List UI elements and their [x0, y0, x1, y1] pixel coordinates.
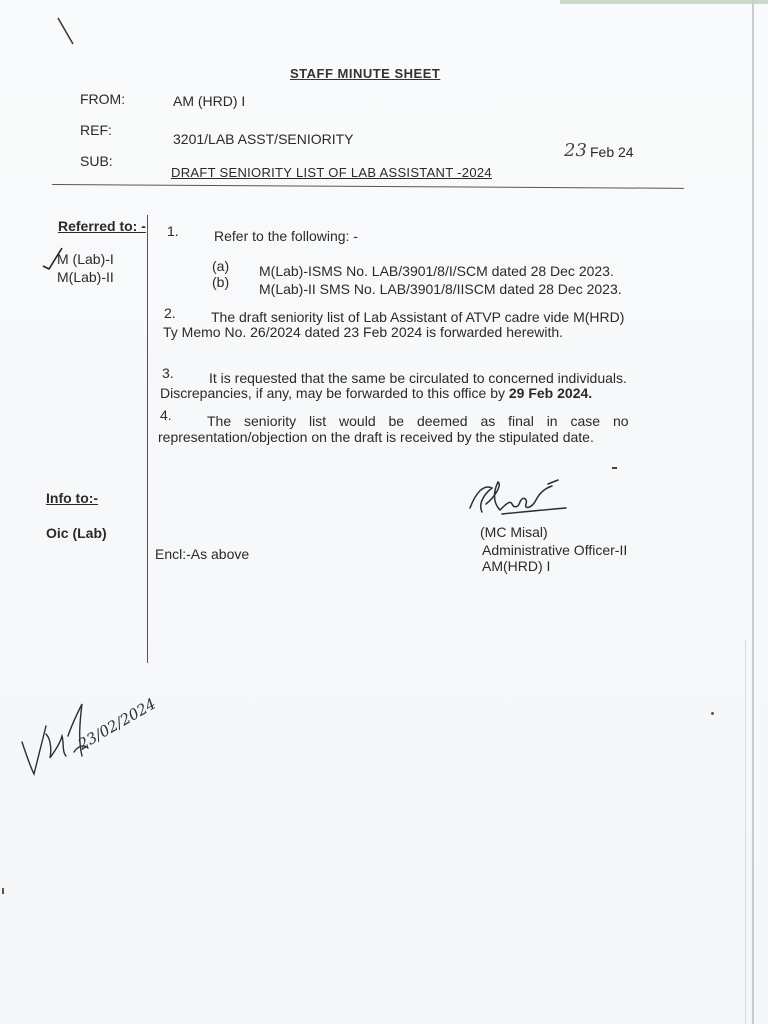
info-to-item-1: Oic (Lab)	[46, 525, 107, 541]
document-title: STAFF MINUTE SHEET	[290, 66, 441, 81]
header-divider	[52, 184, 684, 189]
para3-line2	[160, 385, 592, 401]
para3-line2-text: Discrepancies, if any, may be forwarded to this office by	[160, 385, 509, 401]
page-edge-right	[752, 0, 754, 1024]
date-day-handwritten: 23	[564, 140, 587, 161]
enclosure-note: Encl:-As above	[155, 546, 250, 562]
margin-column-divider	[147, 215, 148, 663]
referred-to-label: Referred to: -	[58, 218, 146, 234]
signatory-name: (MC Misal)	[480, 524, 548, 540]
referred-to-item-2: M(Lab)-II	[57, 269, 114, 285]
signature	[462, 474, 582, 524]
handwritten-margin-note	[16, 696, 176, 796]
para4-line1: The seniority list would be deemed as final in case no	[207, 413, 629, 429]
para3-deadline: 29 Feb 2024.	[508, 385, 593, 401]
subject-value: DRAFT SENIORITY LIST OF LAB ASSISTANT -2024	[171, 165, 492, 180]
signatory-designation: Administrative Officer-II	[482, 542, 628, 558]
tick-mark-icon	[42, 246, 64, 270]
para3-number: 3.	[162, 365, 174, 381]
para3-line1: It is requested that the same be circulated to concerned individuals.	[209, 370, 627, 386]
referred-to-item-1: M (Lab)-I	[57, 251, 114, 267]
page-edge-right-inner	[745, 640, 746, 1024]
info-to-label: Info to:-	[46, 490, 99, 506]
para1-text: Refer to the following: -	[214, 228, 358, 244]
ink-dot	[612, 467, 617, 469]
page-edge-top	[560, 0, 768, 4]
para4-line2: representation/objection on the draft is received by the stipulated date.	[158, 429, 594, 445]
para1-number: 1.	[167, 223, 179, 239]
from-value: AM (HRD) I	[173, 93, 246, 109]
para2-number: 2.	[164, 305, 176, 321]
ref-b-text: M(Lab)-II SMS No. LAB/3901/8/IISCM dated 28 Dec 2023.	[259, 281, 622, 297]
from-label: FROM:	[80, 91, 126, 107]
ref-a-text: M(Lab)-ISMS No. LAB/3901/8/I/SCM dated 28 Dec 2023.	[259, 263, 614, 279]
date-month-year: Feb 24	[590, 144, 634, 160]
ref-value: 3201/LAB ASST/SENIORITY	[173, 131, 354, 147]
ref-b-label: (b)	[212, 274, 230, 290]
sub-label: SUB:	[80, 153, 113, 169]
para2-line2: Ty Memo No. 26/2024 dated 23 Feb 2024 is forwarded herewith.	[163, 324, 564, 340]
signatory-office: AM(HRD) I	[482, 558, 551, 574]
ink-speck-left	[2, 888, 4, 894]
pen-tick-mark	[56, 16, 76, 46]
para2-line1: The draft seniority list of Lab Assistant of ATVP cadre vide M(HRD)	[211, 309, 625, 325]
margin-note-date: 23/02/2024	[75, 694, 159, 754]
ink-speck	[711, 712, 714, 715]
para4-number: 4.	[160, 407, 172, 423]
ref-label: REF:	[80, 122, 112, 138]
ref-a-label: (a)	[212, 258, 230, 274]
